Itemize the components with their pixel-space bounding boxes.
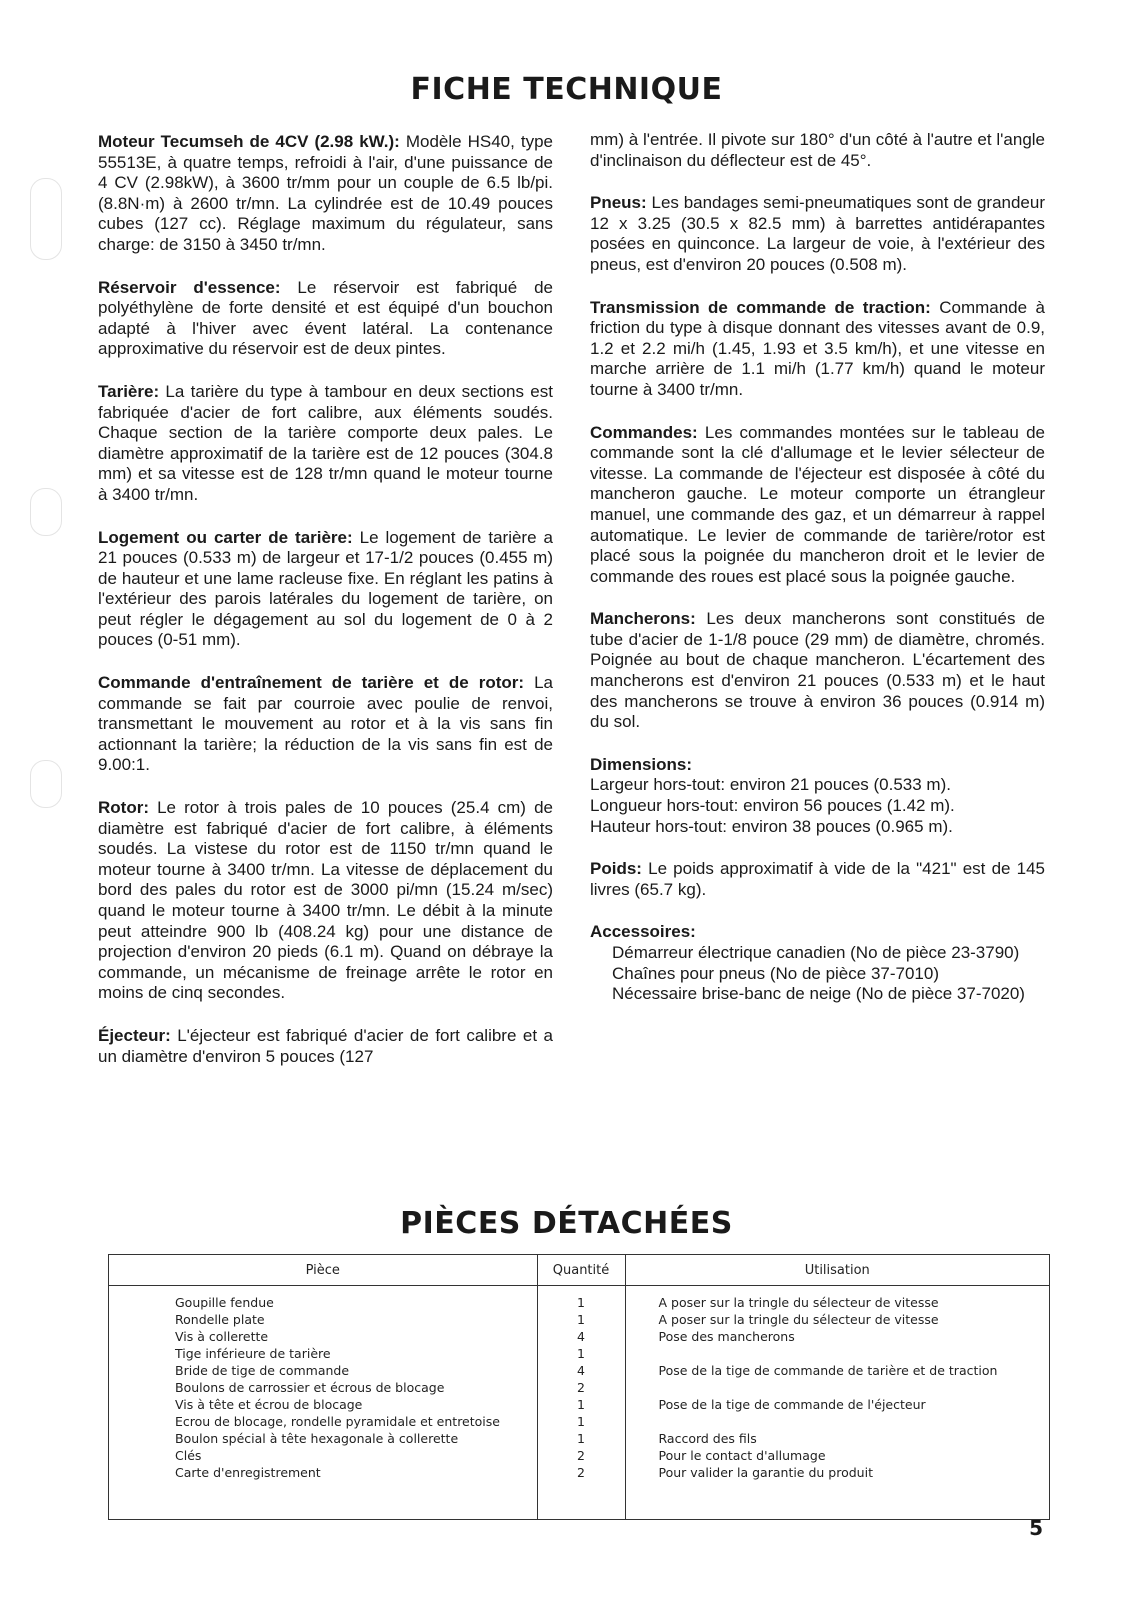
table-cell-qty: 1 <box>577 1414 585 1429</box>
spec-text: Commande à friction du type à disque donnant des vitesses avant de 0.9, 1.2 et 2.2 mi/h (1.45, 1.93 et 3.5 km/h), et une vitesse en marche arrière de 1.1 mi/h (1.77 km/h) quand le moteur tourne à 3400 tr/mn. <box>590 297 1045 399</box>
table-cell-use: Pose de la tige de commande de l'éjecteur <box>658 1397 926 1412</box>
spec-text: L'éjecteur est fabriqué d'acier de fort calibre et a un diamètre d'environ 5 pouces (127 <box>98 1025 553 1066</box>
table-cell-qty: 1 <box>577 1346 585 1361</box>
table-cell-qty: 2 <box>577 1380 585 1395</box>
table-header-row <box>109 1255 1049 1286</box>
spec-label: Pneus: <box>590 193 647 213</box>
table-cell-qty: 4 <box>577 1363 585 1378</box>
use-column <box>625 1286 1049 1520</box>
spec-text: Les commandes montées sur le tableau de commande sont la clé d'allumage et le levier sélecteur de vitesse. La commande de l'éjecteur est disposée à côté du mancheron gauche. Le moteur comporte un étrangleur manuel, une commande des gaz, et un démarreur à rappel automatique. Le levier de commande de tarière/rotor est placé sous la poignée du mancheron droit et le levier de commande des roues est placé sous la poignée gauche. <box>590 422 1045 586</box>
accessory-item: Démarreur électrique canadien (No de pièce 23-3790) <box>612 943 1020 962</box>
binder-hole-mark <box>30 178 62 260</box>
table-cell-piece: Goupille fendue <box>175 1295 274 1310</box>
right-column <box>590 130 1045 1027</box>
table-body-row <box>109 1286 1049 1520</box>
spec-paragraph-drive <box>98 673 553 776</box>
accessory-item: Nécessaire brise-banc de neige (No de pièce 37-7020) <box>612 984 1025 1004</box>
table-cell-use: Pose des mancherons <box>658 1329 795 1344</box>
table-cell-qty: 2 <box>577 1465 585 1480</box>
table-cell-piece: Clés <box>175 1448 202 1463</box>
table-cell-use: Raccord des fils <box>658 1431 757 1446</box>
spec-text: La tarière du type à tambour en deux sections est fabriquée d'acier de fort calibre, aux éléments soudés. Chaque section de la tarière comporte deux pales. Le diamètre approximatif de la tarière est de 12 pouces (304.8 mm) et sa vitesse est de 128 tr/mn quand le moteur tourne à 3400 tr/mn. <box>98 381 553 504</box>
piece-column <box>109 1286 537 1520</box>
spec-paragraph-rotor <box>98 798 553 1004</box>
spec-text: Le logement de tarière a 21 pouces (0.533 m) de largeur et 17-1/2 pouces (0.455 m) de hauteur et une lame racleuse fixe. En réglant les patins à l'extérieur des parois latérales du logement de tarière, on peut régler le dégagement au sol du logement de 0 à 2 pouces (0-51 mm). <box>98 527 553 650</box>
spec-text: Le rotor à trois pales de 10 pouces (25.4 cm) de diamètre est fabriqué d'acier de fort calibre, à éléments soudés. La vistese du rotor est de 1150 tr/mn quand le moteur tourne à 3400 tr/mn. La vitesse de déplacement du bord des pales du rotor est de 3000 pi/mn (15.24 m/sec) quand le moteur tourne à 3400 tr/mn. Le débit à la minute peut atteindre 900 lb (408.24 kg) pour une distance de projection d'environ 20 pieds (6.1 m). Quand on débraye la commande, un mécanisme de freinage arrête le rotor en moins de cinq secondes. <box>98 798 553 1003</box>
table-cell-piece: Rondelle plate <box>175 1312 265 1327</box>
table-cell-qty: 2 <box>577 1448 585 1463</box>
spec-text: mm) à l'entrée. Il pivote sur 180° d'un côté à l'autre et l'angle d'inclinaison du déflecteur est de 45°. <box>590 130 1045 170</box>
spec-paragraph-handles <box>590 609 1045 733</box>
table-cell-use: A poser sur la tringle du sélecteur de vitesse <box>658 1312 939 1327</box>
table-cell-piece: Carte d'enregistrement <box>175 1465 321 1480</box>
table-cell-piece: Vis à collerette <box>175 1329 269 1344</box>
table-cell-piece: Boulons de carrossier et écrous de blocage <box>175 1380 445 1395</box>
table-cell-piece: Ecrou de blocage, rondelle pyramidale et entretoise <box>175 1414 500 1429</box>
spec-label: Poids: <box>590 859 642 879</box>
table-cell-use: Pose de la tige de commande de tarière et de traction <box>658 1363 998 1378</box>
dimensions-label: Dimensions: <box>590 754 693 774</box>
spec-paragraph-auger-housing <box>98 528 553 652</box>
left-column <box>98 132 553 1089</box>
table-cell-use <box>626 1413 1050 1430</box>
table-cell-use: Pour le contact d'allumage <box>658 1448 826 1463</box>
parts-section-title: PIÈCES DÉTACHÉES <box>400 1206 733 1241</box>
binder-hole-mark <box>30 488 62 536</box>
spec-label: Transmission de commande de traction: <box>590 297 931 317</box>
spec-label: Commandes: <box>590 422 698 442</box>
spec-label: Commande d'entraînement de tarière et de rotor: <box>98 673 525 693</box>
table-cell-use: A poser sur la tringle du sélecteur de vitesse <box>658 1295 939 1310</box>
table-cell-qty: 1 <box>577 1312 585 1327</box>
spec-label: Moteur Tecumseh de 4CV (2.98 kW.): <box>98 132 400 151</box>
table-cell-piece: Boulon spécial à tête hexagonale à collerette <box>175 1431 459 1446</box>
spec-text: Le poids approximatif à vide de la "421" est de 145 livres (65.7 kg). <box>590 859 1045 899</box>
binder-hole-mark <box>30 760 62 808</box>
table-cell-use: Pour valider la garantie du produit <box>658 1465 873 1480</box>
dimension-line: Largeur hors-tout: environ 21 pouces (0.533 m). <box>590 775 951 795</box>
table-cell-use <box>626 1379 1050 1396</box>
table-cell-qty: 1 <box>577 1397 585 1412</box>
accessories-label: Accessoires: <box>590 922 696 942</box>
spec-text: Les deux mancherons sont constitués de tube d'acier de 1-1/8 pouce (29 mm) de diamètre, chromés. Poignée au bout de chaque mancheron. L'écartement des mancherons est d'environ 21 pouces (0.533 m) et le haut des mancherons se trouve à environ 36 pouces (0.914 m) du sol. <box>590 609 1045 732</box>
use-list <box>626 1286 1050 1481</box>
spec-label: Réservoir d'essence: <box>98 277 281 297</box>
spec-text: Modèle HS40, type 55513E, à quatre temps, refroidi à l'air, d'une puissance de 4 CV (2.98kW), à 3600 tr/mm pour un couple de 6.5 lb/pi. (8.8N·m) à 2600 tr/mn. La cylindrée est de 10.49 pouces cubes (127 cc). Réglage maximum du régulateur, sans charge: de 3150 à 3450 tr/mn. <box>98 132 553 254</box>
spec-paragraph-auger <box>98 382 553 506</box>
spec-label: Mancherons: <box>590 609 696 629</box>
table-cell-qty: 4 <box>577 1329 585 1344</box>
spec-label: Logement ou carter de tarière: <box>98 527 353 547</box>
spec-label: Rotor: <box>98 798 149 818</box>
table-cell-qty: 1 <box>577 1431 585 1446</box>
table-cell-use <box>626 1345 1050 1362</box>
dimension-line: Hauteur hors-tout: environ 38 pouces (0.965 m). <box>590 816 953 836</box>
column-header-quantity: Quantité <box>537 1255 625 1286</box>
spec-paragraph-ejector <box>98 1026 553 1067</box>
spec-text: La commande se fait par courroie avec poulie de renvoi, transmettant le mouvement au rotor et à la vis sans fin actionnant la tarière; la réduction de la vis sans fin est de 9.00:1. <box>98 673 553 775</box>
table-cell-piece: Vis à tête et écrou de blocage <box>175 1397 363 1412</box>
spec-label: Tarière: <box>98 381 160 401</box>
column-header-use: Utilisation <box>625 1255 1049 1286</box>
dimension-line: Longueur hors-tout: environ 56 pouces (1.42 m). <box>590 796 955 816</box>
table-cell-piece: Bride de tige de commande <box>175 1363 350 1378</box>
spec-text: Les bandages semi-pneumatiques sont de grandeur 12 x 3.25 (30.5 x 82.5 mm) à barrettes antidérapantes posées en quinconce. La largeur de voie, à l'extérieur des pneus, est d'environ 20 pouces (0.508 m). <box>590 193 1045 274</box>
spec-label: Éjecteur: <box>98 1025 171 1045</box>
dimensions-section <box>590 755 1045 837</box>
spec-paragraph-tires <box>590 193 1045 275</box>
spec-paragraph-engine <box>98 132 553 256</box>
table-cell-qty: 1 <box>577 1295 585 1310</box>
parts-table <box>109 1255 1049 1519</box>
column-header-piece: Pièce <box>109 1255 537 1286</box>
parts-table-frame <box>108 1254 1050 1520</box>
spec-text: Le réservoir est fabriqué de polyéthylène de forte densité et est équipé d'un bouchon adapté à l'hiver avec évent latéral. La contenance approximative du réservoir est de deux pintes. <box>98 277 554 359</box>
table-cell-piece: Tige inférieure de tarière <box>175 1346 331 1361</box>
spec-paragraph-ejector-continued <box>590 130 1045 171</box>
accessories-section <box>590 922 1045 1004</box>
quantity-column <box>537 1286 625 1520</box>
page-title: FICHE TECHNIQUE <box>410 72 723 107</box>
accessory-item: Chaînes pour pneus (No de pièce 37-7010) <box>612 963 939 983</box>
quantity-list <box>538 1286 625 1481</box>
page-number: 5 <box>1029 1516 1043 1540</box>
spec-paragraph-fuel-tank <box>98 278 553 360</box>
spec-paragraph-traction <box>590 298 1045 401</box>
piece-list <box>109 1286 537 1481</box>
spec-paragraph-weight <box>590 859 1045 900</box>
spec-paragraph-controls <box>590 423 1045 588</box>
